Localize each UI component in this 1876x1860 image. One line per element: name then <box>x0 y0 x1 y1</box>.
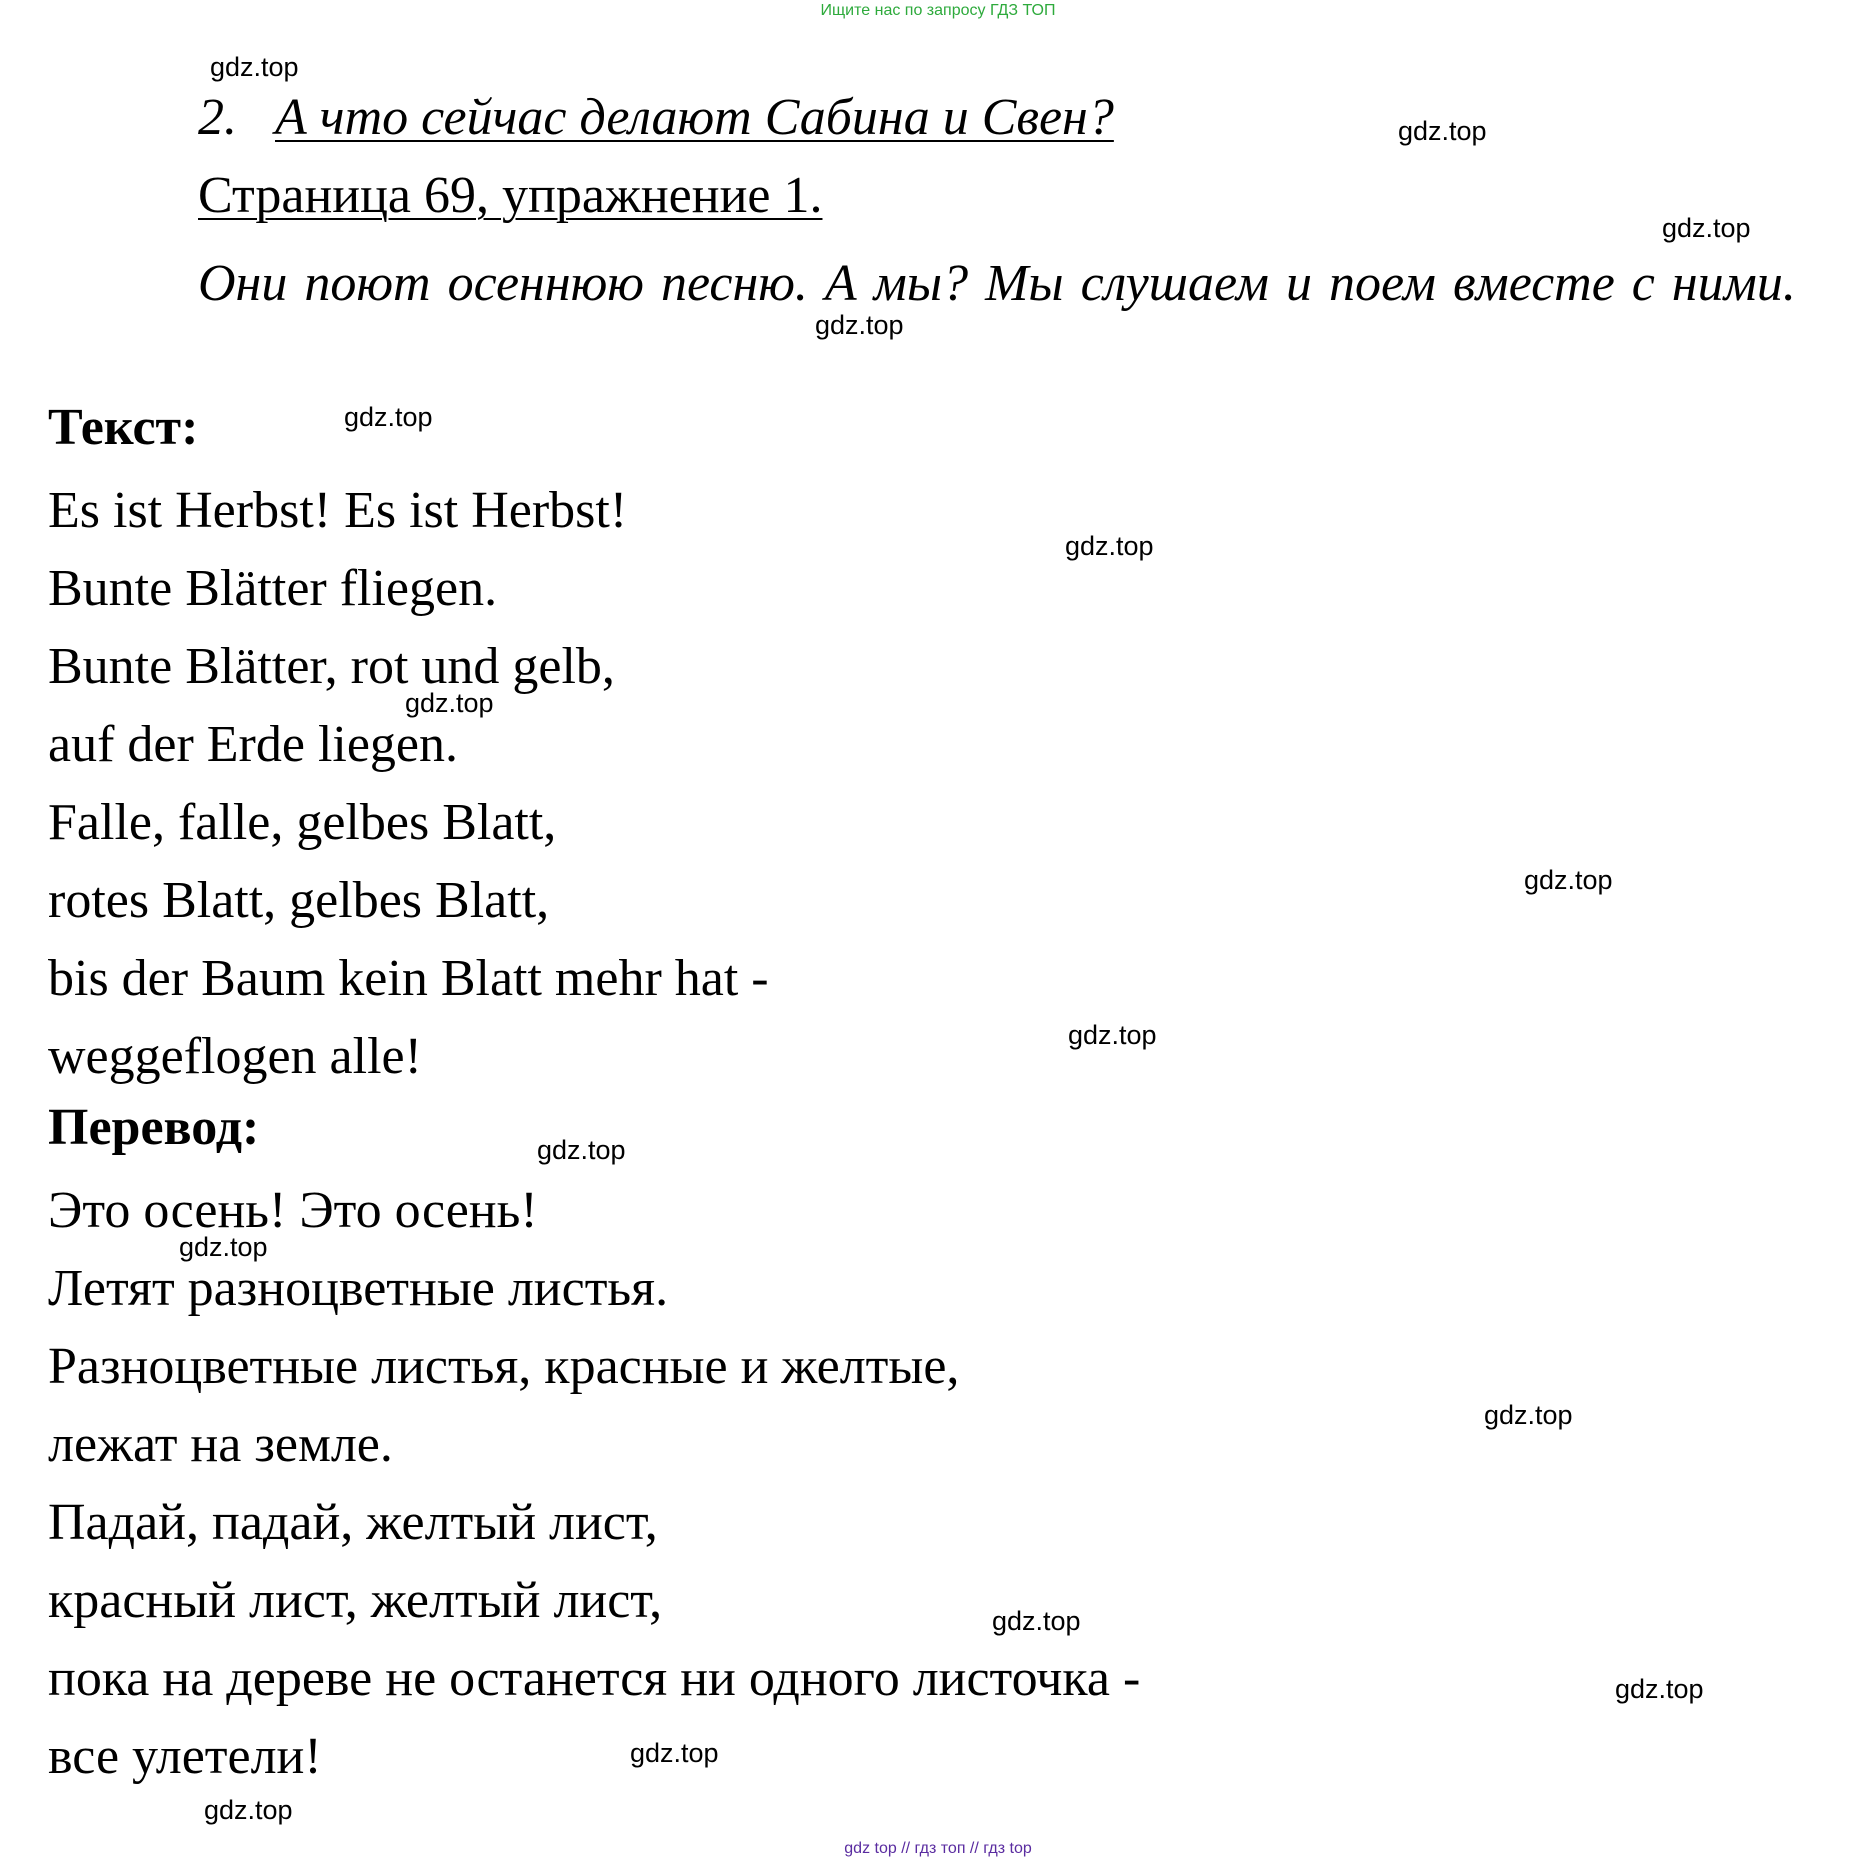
translation-line: лежат на земле. <box>48 1416 393 1473</box>
watermark: gdz.top <box>1398 116 1487 146</box>
translation-line: пока на дереве не останется ни одного листочка - <box>48 1650 1141 1707</box>
lyric-line: Bunte Blätter fliegen. <box>48 560 498 617</box>
watermark: gdz.top <box>1484 1400 1573 1430</box>
exercise-reference: Страница 69, упражнение 1. <box>198 167 823 224</box>
lyric-line: rotes Blatt, gelbes Blatt, <box>48 872 550 929</box>
translation-line: Падай, падай, желтый лист, <box>48 1494 658 1551</box>
lyric-line: auf der Erde liegen. <box>48 716 459 773</box>
watermark: gdz.top <box>537 1135 626 1165</box>
translation-line: Это осень! Это осень! <box>48 1182 538 1239</box>
translation-line: все улетели! <box>48 1728 322 1785</box>
heading-number: 2. <box>198 89 237 146</box>
watermark: gdz.top <box>815 310 904 340</box>
watermark: gdz.top <box>405 688 494 718</box>
heading-question: А что сейчас делают Сабина и Свен? <box>275 89 1114 146</box>
translation-line: красный лист, желтый лист, <box>48 1572 663 1629</box>
text-section-label: Текст: <box>48 399 199 456</box>
watermark: gdz.top <box>204 1795 293 1825</box>
watermark: gdz.top <box>1065 531 1154 561</box>
watermark: gdz.top <box>1615 1674 1704 1704</box>
watermark: gdz.top <box>1524 865 1613 895</box>
lyric-line: bis der Baum kein Blatt mehr hat - <box>48 950 769 1007</box>
german-lyrics <box>48 472 769 1096</box>
translation-line: Летят разноцветные листья. <box>48 1260 669 1317</box>
watermark: gdz.top <box>1068 1020 1157 1050</box>
watermark: gdz.top <box>1662 213 1751 243</box>
watermark: gdz.top <box>344 402 433 432</box>
top-banner: Ищите нас по запросу ГДЗ ТОП <box>820 2 1056 19</box>
lyric-line: Bunte Blätter, rot und gelb, <box>48 638 615 695</box>
russian-translation <box>48 1172 1140 1796</box>
translation-line: Разноцветные листья, красные и желтые, <box>48 1338 960 1395</box>
bottom-banner: gdz top // гдз топ // гдз top <box>844 1840 1032 1857</box>
lyric-line: Falle, falle, gelbes Blatt, <box>48 794 557 851</box>
watermark: gdz.top <box>179 1232 268 1262</box>
watermark: gdz.top <box>630 1738 719 1768</box>
intro-paragraph: Они поют осеннюю песню. А мы? Мы слушаем и поем вместе с ними. <box>198 255 1796 312</box>
lyric-line: Es ist Herbst! Es ist Herbst! <box>48 482 628 539</box>
watermark: gdz.top <box>210 52 299 82</box>
watermark: gdz.top <box>992 1606 1081 1636</box>
translation-section-label: Перевод: <box>48 1099 260 1156</box>
lyric-line: weggeflogen alle! <box>48 1028 422 1085</box>
heading <box>198 88 1114 148</box>
